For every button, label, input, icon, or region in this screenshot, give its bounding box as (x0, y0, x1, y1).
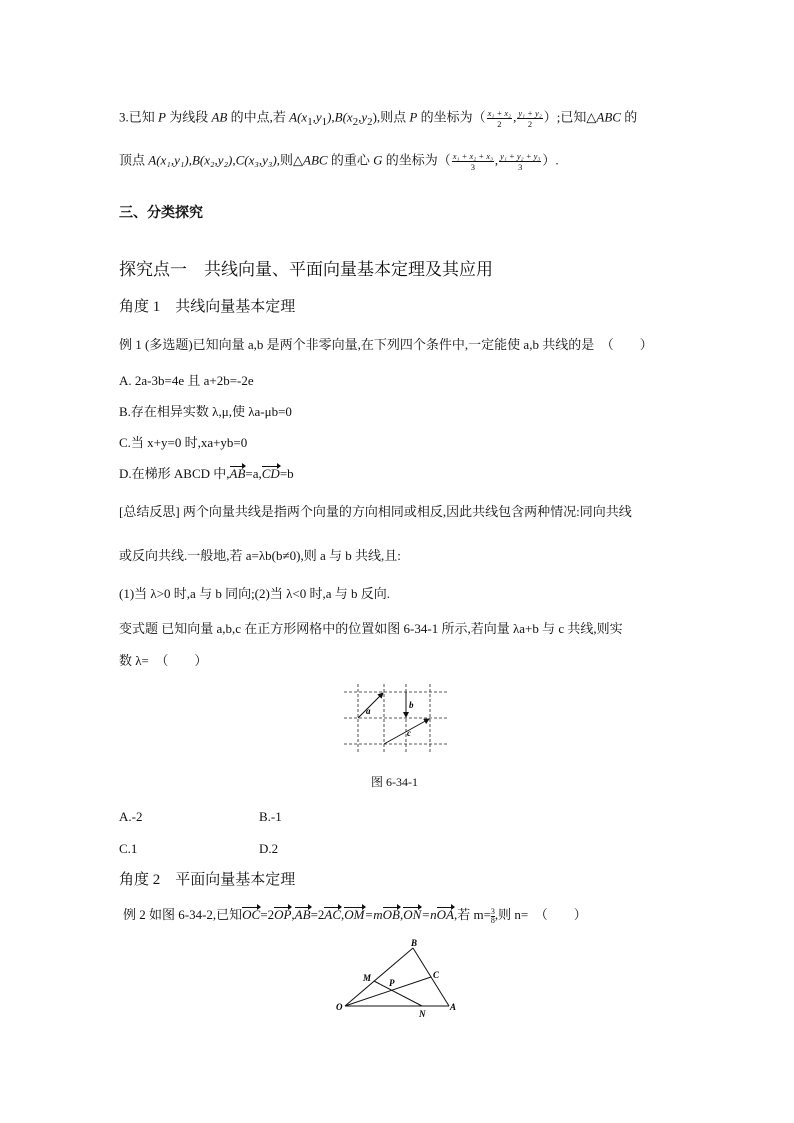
vector-ON: ON (403, 907, 422, 922)
example1-option-a: A. 2a-3b=4e 且 a+2b=-2e (119, 373, 254, 388)
variant-option-a: A.-2 (119, 809, 143, 824)
summary-line1: [总结反思] 两个向量共线是指两个向量的方向相同或相反,因此共线包含两种情况:同向共线 (119, 504, 632, 519)
vector-AB: AB (229, 466, 246, 481)
vector-OM: OM (344, 907, 365, 922)
variant-option-c: C.1 (119, 841, 138, 856)
centroid-y-fraction: $\frac{\text{y₁ + y₂ + y₃}}{3}$ (500, 151, 541, 172)
example1-option-d: D.在梯形 ABCD 中,AB=a,CD=b (119, 466, 294, 481)
para3-line1: 3.已知 P 为线段 AB 的中点,若 $A(x_1,y_1),B(x_2,y_2)$,则点 P 的坐标为（ $\frac{\text{x₁ + x₂}}{2}$ , $\frac{\text{y₁ + y₂}}{2}$ ）;已知△ABC 的 (119, 108, 638, 129)
point-N: N (419, 1009, 426, 1019)
vector-AB-2: AB (294, 907, 311, 922)
grid-lines (344, 684, 448, 752)
point-M: M (363, 973, 372, 983)
point-A: A (450, 1002, 457, 1012)
label-a: a (366, 706, 371, 716)
variant-option-d: D.2 (259, 841, 279, 856)
vector-AC: AC (324, 907, 342, 922)
variant-line1: 变式题 已知向量 a,b,c 在正方形网格中的位置如图 6-34-1 所示,若向量 λa+b 与 c 共线,则实 (119, 621, 623, 636)
point-O: O (336, 1002, 343, 1012)
vector-OA: OA (436, 907, 454, 922)
example1-option-c: C.当 x+y=0 时,xa+yb=0 (119, 435, 248, 450)
vector-a-arrow (358, 693, 383, 718)
topic-heading: 探究点一 共线向量、平面向量基本定理及其应用 (119, 260, 493, 279)
vector-OB: OB (382, 907, 401, 922)
example1-option-b: B.存在相异实数 λ,μ,使 λa-μb=0 (119, 404, 292, 419)
figure-caption-1: 图 6-34-1 (371, 775, 418, 789)
point-B: B (411, 938, 418, 948)
segment-OB (345, 948, 413, 1006)
summary-line2: 或反向共线.一般地,若 a=λb(b≠0),则 a 与 b 共线,且: (119, 548, 401, 563)
point-C: C (433, 970, 440, 980)
example1-stem: 例 1 (多选题)已知向量 a,b 是两个非零向量,在下列四个条件中,一定能使 a,b 共线的是 （ ） (119, 337, 653, 352)
variant-option-b: B.-1 (259, 809, 282, 824)
label-b: b (409, 700, 414, 710)
vector-OP: OP (274, 907, 292, 922)
point-P: P (389, 978, 395, 988)
label-c: c (407, 728, 411, 738)
summary-line3: (1)当 λ>0 时,a 与 b 同向;(2)当 λ<0 时,a 与 b 反向. (119, 586, 390, 601)
vector-CD: CD (261, 466, 280, 481)
figure-6-34-2 (335, 938, 465, 1020)
angle2-heading: 角度 2 平面向量基本定理 (119, 872, 296, 888)
vector-OC: OC (242, 907, 261, 922)
centroid-x-fraction: $\frac{\text{x₁ + x₂ + x₃}}{3}$ (452, 151, 493, 172)
midpoint-x-fraction: $\frac{\text{x₁ + x₂}}{2}$ (487, 108, 512, 129)
example2-stem: 例 2 如图 6-34-2,已知OC=2OP,AB=2AC,OM=mOB,ON=nOA,若 m= $\frac{3}{8}$,则 n= （ ） (123, 906, 587, 925)
angle1-heading: 角度 1 共线向量基本定理 (119, 299, 296, 315)
variant-line2: 数 λ= （ ） (119, 653, 208, 668)
midpoint-y-fraction: $\frac{\text{y₁ + y₂}}{2}$ (518, 108, 542, 129)
figure-6-34-1 (340, 684, 452, 754)
m-fraction: $\frac{3}{8}$ (490, 906, 495, 925)
section-heading: 三、分类探究 (119, 206, 203, 221)
para3-line2: 顶点 A(x₁,y₁),B(x₂,y₂),C(x₃,y₃),则△ABC 的重心 G 的坐标为（ $\frac{\text{x₁ + x₂ + x₃}}{3}$ , $\frac{\text{y₁ + y₂ + y₃}}{3}$ ）. (119, 151, 559, 172)
segment-OC (345, 977, 431, 1006)
